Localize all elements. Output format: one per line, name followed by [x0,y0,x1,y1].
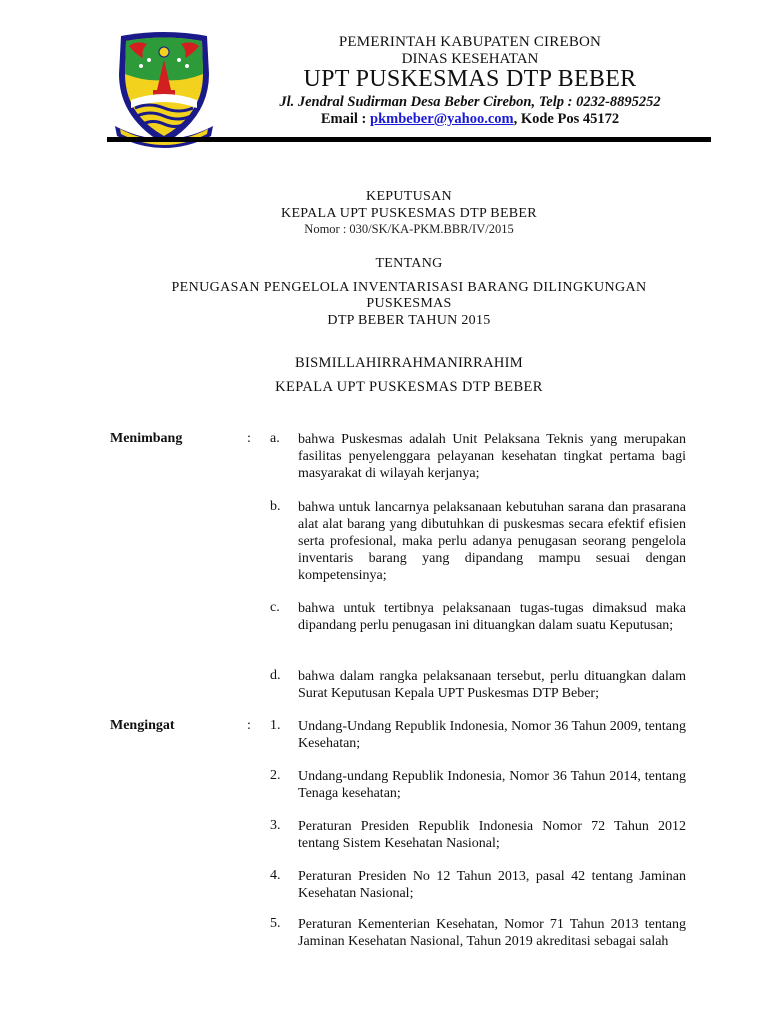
list-marker: 5. [270,916,281,931]
list-item: bahwa dalam rangka pelaksanaan tersebut, perlu dituangkan dalam Surat Keputusan Kepala UPT Puskesmas DTP Beber; [298,669,686,701]
list-item: bahwa Puskesmas adalah Unit Pelaksana Teknis yang merupakan fasilitas penyelenggara pelayanan kesehatan tingkat pertama bagi masyarakat di wilayah kerjanya; [298,432,686,481]
list-marker: 4. [270,868,281,883]
opening-phrase: BISMILLAHIRRAHMANIRRAHIM [295,355,523,371]
letterhead-divider [107,137,711,142]
list-marker: c. [270,600,280,615]
department-name: DINAS KESEHATAN [401,51,539,67]
list-marker: a. [270,431,280,446]
list-item: Peraturan Presiden No 12 Tahun 2013, pasal 42 tentang Jaminan Kesehatan Nasional; [298,869,686,901]
government-name: PEMERINTAH KABUPATEN CIREBON [338,34,602,50]
about-heading: TENTANG [375,256,443,271]
menimbang-colon: : [247,431,251,446]
list-item: Peraturan Kementerian Kesehatan, Nomor 71 Tahun 2013 tentang Jaminan Kesehatan Nasional, Tahun 2019 akreditasi sebagai salah [298,917,686,949]
list-item: Peraturan Presiden Republik Indonesia Nomor 72 Tahun 2012 tentang Sistem Kesehatan Nasional; [298,819,686,851]
list-marker: d. [270,668,281,683]
subject-line-2: PUSKESMAS [366,296,452,311]
cirebon-regency-crest-logo [113,30,215,148]
issuer-repeat: KEPALA UPT PUSKESMAS DTP BEBER [275,379,543,395]
menimbang-label: Menimbang [110,431,183,446]
list-item: Undang-Undang Republik Indonesia, Nomor 36 Tahun 2009, tentang Kesehatan; [298,719,686,751]
postcode: , Kode Pos 45172 [513,111,620,127]
mengingat-colon: : [247,718,251,733]
subject-line-3: DTP BEBER TAHUN 2015 [327,313,491,328]
institution-address: Jl. Jendral Sudirman Desa Beber Cirebon, Telp : 0232-8895252 [279,94,661,110]
list-item: Undang-undang Republik Indonesia, Nomor 36 Tahun 2014, tentang Tenaga kesehatan; [298,769,686,801]
email-link[interactable]: pkmbeber@yahoo.com [370,111,514,127]
email-label: Email : [320,111,370,127]
list-marker: 3. [270,818,281,833]
decree-number: Nomor : 030/SK/KA-PKM.BBR/IV/2015 [304,222,514,236]
list-marker: 1. [270,718,281,733]
institution-name: UPT PUSKESMAS DTP BEBER [303,66,637,92]
decree-issuer: KEPALA UPT PUSKESMAS DTP BEBER [281,206,537,221]
contact-line [230,111,710,128]
mengingat-label: Mengingat [110,718,175,733]
decree-heading: KEPUTUSAN [366,189,452,204]
subject-line-1: PENUGASAN PENGELOLA INVENTARISASI BARANG DILINGKUNGAN [171,280,647,295]
list-marker: 2. [270,768,281,783]
list-marker: b. [270,499,281,514]
list-item: bahwa untuk tertibnya pelaksanaan tugas-tugas dimaksud maka dipandang perlu penugasan ini dituangkan dalam suatu Keputusan; [298,601,686,633]
list-item: bahwa untuk lancarnya pelaksanaan kebutuhan sarana dan prasarana alat alat barang yang dibutuhkan di puskesmas secara efektif efisien serta profesional, maka perlu adanya penugasan seorang pengelola inventaris barang yang dipandang mampu sesuai dengan kompetensinya; [298,500,686,583]
